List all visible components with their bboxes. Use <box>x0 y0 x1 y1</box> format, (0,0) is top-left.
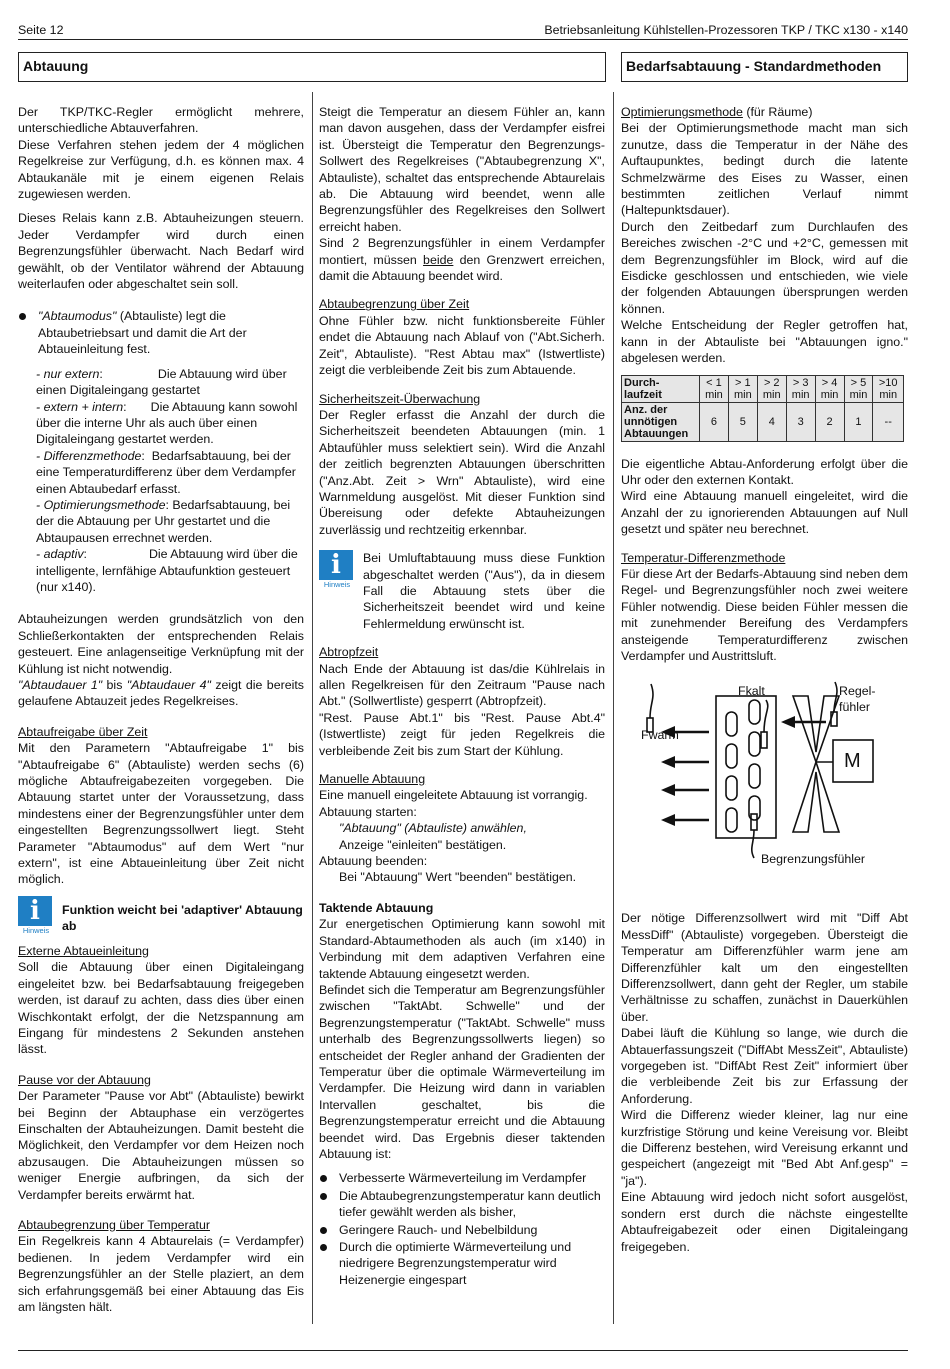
document-title: Betriebsanleitung Kühlstellen-Prozessoren TKP / TKC x130 - x140 <box>544 23 908 37</box>
paragraph: Der nötige Differenzsollwert wird mit "Diff Abt MessDiff" (Abtauliste) vorgegeben. Übersteigt die Temperatur am Differenzfühler warm jene am Differenzfühler kalt um den eingestellten Differenzsollwert, dann geht der Regler, um stabile Verhältnisse zu schaffen, zunächst in Dauerkühlen über. <box>621 911 908 1024</box>
info-icon: i Hinweis <box>319 550 355 589</box>
sensor-wire <box>650 684 653 718</box>
airflow-arrows <box>661 716 826 826</box>
table-cell: 1 <box>844 402 873 441</box>
paragraph: Durch den Zeitbedarf zum Durchlaufen des Bereiches zwischen -2°C und +2°C, gemessen mit dem Begrenzungsfühler im Block, wird auf die Eisdicke geschlossen und entschieden, wie viele der folgenden Abtauungen übersprungen werden können. <box>621 219 908 316</box>
evaporator-tube <box>726 808 737 832</box>
table-cell: > 5 min <box>844 375 873 402</box>
heading-optimierungsmethode: Optimierungsmethode (für Räume) <box>621 105 813 119</box>
text-line: Bei "Abtauung" Wert "beenden" bestätigen. <box>339 870 577 885</box>
table-cell: 2 <box>815 402 844 441</box>
paragraph: Sind 2 Begrenzungsfühler in einem Verdampfer montiert, müssen beide den Grenzwert erreichen, damit die Abtauung beendet wird. <box>319 236 605 284</box>
text-line: "Abtauung" (Abtauliste) anwählen, <box>339 821 527 836</box>
hint-text: Funktion weicht bei 'adaptiver' Abtauung ab <box>62 902 303 934</box>
paragraph: Nach Ende der Abtauung ist das/die Kühlrelais in allen Regelkreisen für den Zeitraum "Pause nach Abt." (Sollwertliste) gesperrt (Abtropfzeit). <box>319 661 605 709</box>
heading-externe-abtaueinleitung: Externe Abtaueinleitung <box>18 943 149 958</box>
table-cell: 5 <box>728 402 757 441</box>
page-number: Seite 12 <box>18 23 64 37</box>
skip-table <box>621 375 904 442</box>
heading-abtropfzeit: Abtropfzeit <box>319 645 379 660</box>
section-title-abtauung: Abtauung <box>18 52 606 82</box>
evaporator-tube <box>726 712 737 736</box>
info-icon: i Hinweis <box>18 896 54 935</box>
heading-begrenzung-zeit: Abtaubegrenzung über Zeit <box>319 297 470 312</box>
label-fuehler: fühler <box>839 700 870 715</box>
column-3 <box>621 104 908 1263</box>
text-line: Abtauung starten: <box>319 804 417 819</box>
heading-begrenzung-temperatur: Abtaubegrenzung über Temperatur <box>18 1217 210 1232</box>
paragraph: Bei der Optimierungsmethode macht man sich zunutze, dass die Temperatur in der Nähe des Auftaupunktes, bedingt durch die latente Schmelzwärme des Eises zu Wasser, einen bestimmten zeitlichen Verlauf nimmt (Haltepunktsdauer). <box>621 121 908 218</box>
paragraph: Die eigentliche Abtau-Anforderung erfolgt über die Uhr oder den externen Kontakt. <box>621 456 908 487</box>
paragraph: Dieses Relais kann z.B. Abtauheizungen steuern. Jeder Verdampfer wird durch einen Begrenzungsfühler überwacht. Nach Bedarf wird gewählt, ob der Ventilator während der Abtauung weiterlaufen oder abgeschaltet sein soll. <box>18 211 304 292</box>
evaporator-tube <box>726 776 737 800</box>
paragraph: Für diese Art der Bedarfs-Abtauung sind neben dem Regel- und Begrenzungsfühler noch zwei weitere Fühler notwendig. Diese beiden Fühler messen die mit zunehmender Bereifung des Verdampfers ansteigende Temperaturdifferenz zwischen Verdampfer und Austrittsluft. <box>621 566 908 663</box>
evaporator-tube <box>749 700 760 724</box>
page-footer-line <box>18 1350 908 1351</box>
table-header-cell: Anz. der unnötigen Abtauungen <box>622 402 700 441</box>
hint-box <box>319 550 605 632</box>
paragraph: Soll die Abtauung über einen Digitaleingang eingeleitet bzw. bei Bedarfsabtauung freigegeben werden, ist darauf zu achten, dass dies über einen Wischkontakt erfolgt, der die Netzspannung am Eingang für mindestens 2 Sekunden anstehen lässt. <box>18 960 304 1057</box>
sensor-wire <box>752 830 754 858</box>
heading-sicherheitszeit: Sicherheitszeit-Überwachung <box>319 391 481 406</box>
table-cell: -- <box>873 402 904 441</box>
evaporator-block <box>716 696 776 838</box>
paragraph: Befindet sich die Temperatur am Begrenzungsfühler zwischen "TaktAbt. Schwelle" und der Begrenzungstemperatur ("TaktAbt. Schwelle" muss unterhalb des Begrenzungssollwerts liegen) so entscheidet der Regler anhand der Gradienten der Temperatur über die optimale Wärmeverteilung im Verdampfer. Die Heizung wird dann in variablen Intervallen geschaltet, bis die Begrenzungstemperatur erreicht und die Abtauung beendet wird. Das Ergebnis dieser taktenden Abtauung ist: <box>319 982 605 1161</box>
bullet-abtaumodus: "Abtaumodus" (Abtauliste) legt die Abtaubetriebsart und damit die Art der Abtaueinleitung fest. <box>18 308 304 357</box>
heading-manuelle-abtauung: Manuelle Abtauung <box>319 772 426 787</box>
paragraph: Ein Regelkreis kann 4 Abtaurelais (= Verdampfer) bedienen. In jedem Verdampfer wird ein Begrenzungsfühler an der Stelle plaziert, an dem sich erfahrungsgemäß bei einer Abtauung das Eis am längsten hält. <box>18 1234 304 1314</box>
sensor-wire <box>764 700 768 732</box>
table-cell: > 3 min <box>786 375 815 402</box>
paragraph: Diese Verfahren stehen jedem der 4 möglichen Regelkreise zur Verfügung, d.h. es können max. 4 Abtaukanäle mit je einem eigenen Relais zugewiesen werden. <box>18 137 304 202</box>
mode-item: - adaptiv: Die Abtauung wird über die intelligente, lernfähige Abtaufunktion gesteuert (nur x140). <box>36 547 302 594</box>
paragraph: Welche Entscheidung der Regler getroffen hat, kann in der Abtauliste bei "Abtauungen igno." abgelesen werden. <box>621 318 908 366</box>
table-cell: > 4 min <box>815 375 844 402</box>
label-fwarm: Fwarm <box>641 728 679 743</box>
paragraph: Der TKP/TKC-Regler ermöglicht mehrere, unterschiedliche Abtauverfahren. <box>18 105 304 136</box>
label-begrenzungsfuehler: Begrenzungsfühler <box>761 852 866 867</box>
paragraph: "Rest. Pause Abt.1" bis "Rest. Pause Abt.4" (Istwertliste) zeigt für jeden Regelkreis die verbleibende Zeit bis zum Start der Kühlung. <box>319 710 605 758</box>
heading-temperatur-differenzmethode: Temperatur-Differenzmethode <box>621 550 786 565</box>
bullet-item: Geringere Rauch- und Nebelbildung <box>319 1222 605 1238</box>
table-cell: 6 <box>700 402 729 441</box>
table-header-cell: Durch-laufzeit <box>622 375 700 402</box>
table-row <box>622 375 904 402</box>
heading-taktende-abtauung: Taktende Abtauung <box>319 900 434 915</box>
bullet-item: Verbesserte Wärmeverteilung im Verdampfer <box>319 1170 605 1186</box>
heading-pause: Pause vor der Abtauung <box>18 1072 151 1087</box>
column-divider <box>312 92 313 1324</box>
evaporator-tube <box>749 732 760 756</box>
paragraph: Der Parameter "Pause vor Abt" (Abtauliste) bewirkt bei Beginn der Abtauphase ein verzögertes Einschalten der Abtauheizungen. Damit besteht die Möglichkeit, den Verdampfer vor dem Heizen noch abzusaugen. Die Abtauheizungen müssen so weniger Energie aufbringen, da sich der Verdampfer bereits erwärmt hat. <box>18 1089 304 1202</box>
table-cell: >10 min <box>873 375 904 402</box>
table-cell: < 1 min <box>700 375 729 402</box>
paragraph: Mit den Parametern "Abtaufreigabe 1" bis "Abtaufreigabe 6" (Abtauliste) werden sechs (6) mögliche Abtaufreigabezeiten vorgegeben. Die Abtauung startet unter der Voraussetzung, dass mindestens einer der Begrenzungsfühler unter dem eingestellten Begrenzungssollwert liegt. Steht Parameter "Abtaumodus" auf dem Wert "nur extern", ist eine Abtaueinleitung über Zeit nicht möglich. <box>18 741 304 887</box>
evaporator-tube <box>726 744 737 768</box>
hint-box <box>18 896 304 935</box>
section-title-bedarfsabtauung: Bedarfsabtauung - Standardmethoden <box>621 52 908 82</box>
heading-abtaufreigabe: Abtaufreigabe über Zeit <box>18 724 148 739</box>
column-divider <box>613 92 614 1324</box>
table-cell: > 2 min <box>757 375 786 402</box>
text-line: Anzeige "einleiten" bestätigen. <box>339 837 507 852</box>
paragraph: Ohne Fühler bzw. nicht funktionsbereite Fühler endet die Abtauung nach Ablauf von ("Abt.Sicherh. Zeit", Abtauliste). "Rest Abtau max" (Istwertliste) zeigt die verbleibende Zeit bis zum Abtauende. <box>319 313 605 378</box>
bullet-item: Die Abtaubegrenzungstemperatur kann deutlich tiefer gewählt werden als bisher, <box>319 1188 605 1221</box>
paragraph: Eine Abtauung wird jedoch nicht sofort ausgelöst, sondern erst durch die nächste eingestellte Abtaufreigabezeit oder einen Digitaleingang freigegeben. <box>621 1190 908 1254</box>
text-line: Abtauung beenden: <box>319 854 428 869</box>
mode-item: - nur extern: Die Abtauung wird über einen Digitaleingang gestartet <box>36 366 291 398</box>
label-fkalt: Fkalt <box>738 684 765 699</box>
paragraph: "Abtaudauer 1" bis "Abtaudauer 4" zeigt die bereits gelaufene Abtauzeit jedes Regelkreises. <box>18 678 305 709</box>
label-motor: M <box>844 750 861 773</box>
table-cell: 3 <box>786 402 815 441</box>
sensor-fkalt <box>761 732 767 748</box>
paragraph: Dabei läuft die Kühlung so lange, wie durch die Abtauerfassungszeit ("DiffAbt MessZeit", Abtauliste) vorgegeben ist. "DiffAbt Rest Zeit" informiert über die verbleibende Zeit bis zur Erfassung der Anforderung. <box>621 1026 908 1106</box>
mode-item: - Optimierungsmethode: Bedarfsabtauung, bei der die Abtauung per Uhr gestartet und die Abtaupausen errechnet werden. <box>36 497 294 545</box>
table-cell: 4 <box>757 402 786 441</box>
sensor-begrenzung <box>751 814 757 830</box>
paragraph: Wird eine Abtauung manuell eingeleitet, wird die Anzahl der zu ignorierenden Abtauungen auf Null gesetzt und später neu berechnet. <box>621 489 908 537</box>
mode-item: - Differenzmethode: Bedarfsabtauung, bei der eine Temperaturdifferenz über dem Verdampfer einen Abtaubedarf erfasst. <box>36 448 300 496</box>
label-regel: Regel- <box>839 684 876 699</box>
paragraph: Eine manuell eingeleitete Abtauung ist vorrangig. <box>319 788 588 803</box>
column-2 <box>319 104 605 1288</box>
mode-item: - extern + intern: Die Abtauung kann sowohl über die interne Uhr als auch über einen Digitaleingang gestartet werden. <box>36 399 301 447</box>
bullet-item: Durch die optimierte Wärmeverteilung und niedrigere Begrenzungstemperatur wird Heizenergie eingespart <box>319 1239 605 1288</box>
mode-list <box>18 366 304 596</box>
column-1 <box>18 104 304 1323</box>
paragraph: Zur energetischen Optimierung kann sowohl mit Standard-Abtaumethoden als auch (im x140) in Verbindung mit dem adaptiven Verfahren eine taktende Abtauung eingesetzt werden. <box>319 917 605 981</box>
table-cell: > 1 min <box>728 375 757 402</box>
fan-icon <box>793 696 839 832</box>
hint-text: Bei Umluftabtauung muss diese Funktion abgeschaltet werden ("Aus"), da in diesem Fall die Abtauung stets über die Sicherheitszeit beendet wird und keine Fehlermeldung erwünscht ist. <box>363 551 605 631</box>
page-header <box>18 20 908 40</box>
paragraph: Steigt die Temperatur an diesem Fühler an, kann man davon ausgehen, dass der Verdampfer eisfrei ist. Übersteigt die Temperatur den Begrenzungs-Sollwert des Regelkreises ("Abtaubegrenzung X", Abtauliste), schaltet das entsprechende Abtaurelais ab. Die Abtauung wird beendet, wenn alle Begrenzungsfühler des Regelkreises den Sollwert erreicht haben. <box>319 105 605 234</box>
table-row <box>622 402 904 441</box>
paragraph: Abtauheizungen werden grundsätzlich von den Schließerkontakten der entsprechenden Relais gesteuert. Eine anlagenseitige Verknüpfung mit der Kühlung ist nicht notwendig. <box>18 612 304 676</box>
evaporator-diagram <box>621 672 908 894</box>
paragraph: Wird die Differenz wieder kleiner, lag nur eine kurzfristige Störung und keine Vereisung vor. Bleibt die Differenz bestehen, wird Vereisung erkannt und gespeichert (angezeigt mit "Bed Abt Anf.gesp" = "ja"). <box>621 1108 908 1188</box>
paragraph: Der Regler erfasst die Anzahl der durch die Sicherheitszeit beendeten Abtauungen (min. 1 Abtaufühler muss selektiert sein). Wird die Anzahl der zeitlich begrenzten Abtauungen überschritten ("Anz.Abt. Zeit > Wrn" Abtauliste), wird eine Warnmeldung ausgelöst. Mit dieser Funktion sind Übereisung oder defekte Abtauheizungen zuverlässig und rechtzeitig erkennbar. <box>319 407 605 537</box>
evaporator-tube <box>749 764 760 788</box>
